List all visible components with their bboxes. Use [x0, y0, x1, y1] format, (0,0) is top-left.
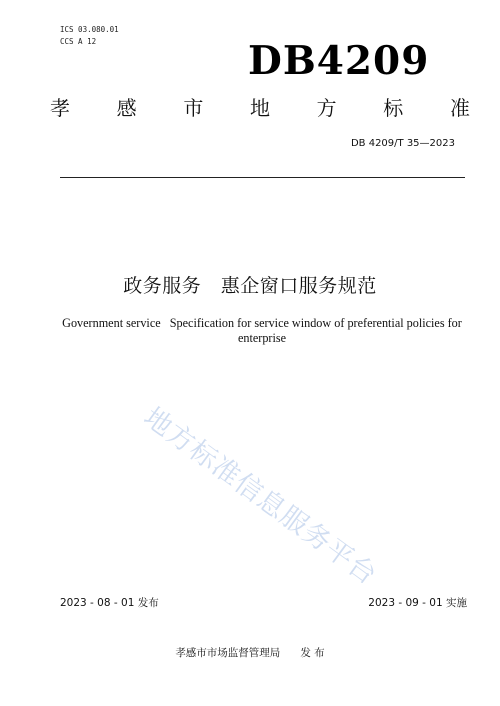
standard-type-char: 孝	[50, 96, 70, 120]
standard-type-char: 感	[116, 96, 137, 120]
classification-codes	[60, 24, 119, 48]
standard-type-char: 准	[449, 96, 470, 120]
issue-date: 2023 - 08 - 01 发布	[60, 597, 159, 609]
standard-type-char: 市	[183, 96, 204, 120]
standard-number: DB 4209/T 35—2023	[350, 138, 455, 149]
standard-type-char: 地	[249, 96, 270, 120]
title-chinese: 政务服务 惠企窗口服务规范	[123, 275, 377, 297]
standard-type-char: 标	[383, 96, 404, 120]
ccs-code: CCS A 12	[60, 37, 97, 46]
watermark-text: 地方标准信息服务平台	[137, 401, 383, 592]
publisher: 孝感市市场监督管理局 发 布	[175, 647, 325, 659]
standard-type	[50, 93, 470, 123]
header-divider	[60, 177, 465, 178]
standard-type-char: 方	[316, 96, 337, 120]
implementation-date: 2023 - 09 - 01 实施	[368, 597, 467, 609]
standard-logo: DB4209	[248, 38, 430, 84]
title-english: Government service Specification for service window of preferential policies for enterprise	[62, 316, 462, 345]
ics-code: ICS 03.080.01	[60, 25, 119, 34]
